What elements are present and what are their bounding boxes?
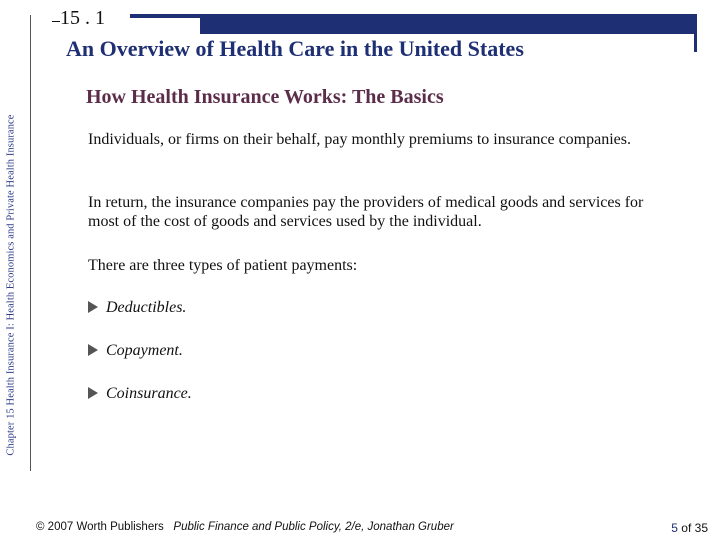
page-total: of 35 [681, 521, 708, 535]
sidebar-divider [30, 15, 31, 471]
page-current: 5 [671, 521, 678, 535]
slide-subtitle: How Health Insurance Works: The Basics [86, 86, 444, 108]
body-paragraph: Individuals, or firms on their behalf, pay monthly premiums to insurance companies. [88, 131, 631, 148]
bullet-item [88, 342, 183, 360]
section-number: 15 . 1 [60, 7, 105, 29]
footer-copyright: © 2007 Worth Publishers [36, 521, 164, 533]
triangle-bullet-icon [88, 344, 98, 356]
chapter-sidebar [2, 60, 20, 510]
chapter-title-vertical: Chapter 15 Health Insurance I: Health Economics and Private Health Insurance [5, 114, 17, 456]
slide-title: An Overview of Health Care in the United States [66, 36, 524, 61]
bullet-item [88, 299, 186, 317]
bullet-label: Deductibles. [106, 299, 187, 316]
header-bar [200, 14, 695, 34]
triangle-bullet-icon [88, 387, 98, 399]
bullet-label: Copayment. [106, 342, 183, 359]
bullet-label: Coinsurance. [106, 385, 192, 402]
body-paragraph: There are three types of patient payments: [88, 257, 358, 274]
footer-credit [36, 521, 454, 533]
footer-book: Public Finance and Public Policy, 2/e, Jonathan Gruber [173, 521, 454, 533]
page-indicator [671, 521, 708, 535]
header-bar-edge [694, 14, 697, 52]
triangle-bullet-icon [88, 301, 98, 313]
body-paragraph: In return, the insurance companies pay the providers of medical goods and services for most of the cost of goods and services used by the individual. [88, 194, 644, 230]
bullet-item [88, 385, 192, 403]
